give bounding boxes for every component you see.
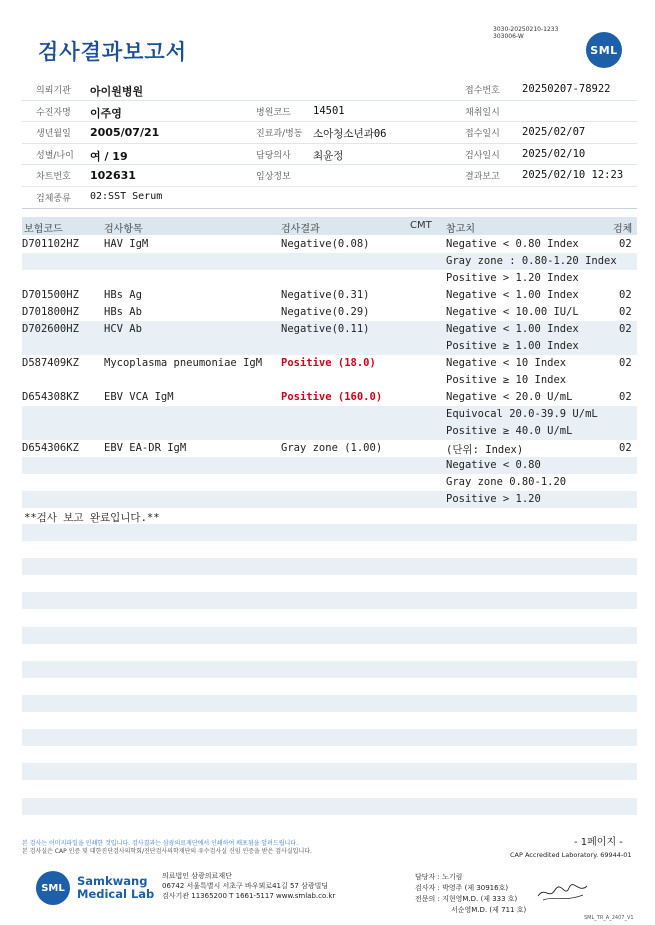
table-row — [22, 304, 637, 321]
sml-footer-logo: SML — [36, 871, 70, 905]
cell-reference: Gray zone : 0.80-1.20 Index — [446, 255, 617, 267]
cell-specimen: 02 — [619, 442, 632, 454]
cell-code: D701102HZ — [22, 238, 79, 250]
specimen-type-value: 02:SST Serum — [90, 190, 163, 202]
cell-code: D654306KZ — [22, 442, 79, 454]
disclaimer — [22, 840, 312, 856]
cell-result: Negative(0.11) — [281, 323, 370, 335]
cell-specimen: 02 — [619, 357, 632, 369]
info-row — [22, 79, 637, 101]
cap-accreditation: CAP Accredited Laboratory. 69944-01 — [510, 851, 632, 859]
cell-code: D702600HZ — [22, 323, 79, 335]
cell-item: HBs Ab — [104, 306, 142, 318]
disclaimer-line1: 본 검사는 이미지파일을 인쇄한 것입니다. 검사결과는 삼광의료재단에서 인쇄하여 배포됨을 알려드립니다. — [22, 840, 299, 847]
empty-row — [22, 695, 637, 712]
table-row — [22, 338, 637, 355]
footer-brand — [77, 875, 154, 901]
empty-row — [22, 798, 637, 815]
cell-code: D701800HZ — [22, 306, 79, 318]
table-row — [22, 457, 637, 474]
cell-reference: Negative < 10 Index — [446, 357, 567, 369]
cell-reference: Negative < 20.0 U/mL — [446, 391, 573, 403]
report-date-label: 결과보고 — [465, 172, 500, 183]
table-row — [22, 270, 637, 287]
table-row — [22, 406, 637, 423]
patient-name-label: 수진자명 — [36, 107, 71, 118]
clinical-info-label: 임상정보 — [256, 172, 291, 183]
cell-specimen: 02 — [619, 306, 632, 318]
table-row — [22, 287, 637, 304]
header-specimen: 검체 — [613, 224, 633, 235]
test-date-value: 2025/02/10 — [522, 147, 586, 160]
info-row — [22, 122, 637, 144]
cell-reference: Negative < 0.80 Index — [446, 238, 579, 250]
cell-reference: Positive ≥ 1.00 Index — [446, 340, 579, 352]
staff-line1: 담당자 : 노기림 — [415, 873, 463, 881]
chart-no-label: 차트번호 — [36, 172, 71, 183]
contact: 검사기관 11365200 T 1661-5117 www.smlab.co.kr — [162, 892, 336, 900]
completion-note-row — [22, 508, 637, 525]
table-row — [22, 389, 637, 406]
cell-reference: Gray zone 0.80-1.20 — [446, 476, 567, 488]
cell-item: HBs Ag — [104, 289, 142, 301]
table-row — [22, 253, 637, 270]
cell-result: Negative(0.08) — [281, 238, 370, 250]
org-name: 의료법인 삼광의료재단 — [162, 872, 232, 880]
cell-reference: (단위: Index) — [446, 444, 524, 456]
collection-date-label: 채취일시 — [465, 107, 500, 118]
receipt-no-value: 20250207-78922 — [522, 83, 611, 95]
table-row — [22, 236, 637, 253]
info-row — [22, 101, 637, 123]
cell-reference: Negative < 0.80 — [446, 459, 541, 471]
table-row — [22, 491, 637, 508]
doctor-value: 최윤정 — [313, 149, 344, 162]
birth-value: 2005/07/21 — [90, 126, 160, 140]
table-row — [22, 440, 637, 457]
staff-line4: 서순영M.D. (제 711 호) — [451, 906, 527, 914]
cell-item: Mycoplasma pneumoniae IgM — [104, 357, 263, 369]
staff-line2: 검사자 : 박영주 (제 30916호) — [415, 884, 509, 892]
cell-specimen: 02 — [619, 323, 632, 335]
cell-result: Negative(0.31) — [281, 289, 370, 301]
cell-result: Negative(0.29) — [281, 306, 370, 318]
cell-reference: Positive > 1.20 Index — [446, 272, 579, 284]
cell-specimen: 02 — [619, 238, 632, 250]
department-label: 진료과/병동 — [256, 129, 303, 140]
info-row — [22, 187, 637, 209]
institution-label: 의뢰기관 — [36, 86, 71, 96]
table-row — [22, 355, 637, 372]
header-code: 보험코드 — [24, 224, 63, 235]
cell-reference: Negative < 10.00 IU/L — [446, 306, 579, 318]
results-table-header — [22, 217, 637, 235]
patient-name-value: 이주영 — [90, 106, 122, 120]
doctor-label: 담당의사 — [256, 150, 291, 161]
address: 06742 서울특별시 서초구 바우뫼로41길 57 삼광빌딩 — [162, 882, 329, 890]
empty-row — [22, 627, 637, 644]
cell-item: EBV VCA IgM — [104, 391, 174, 403]
cell-reference: Negative < 1.00 Index — [446, 289, 579, 301]
empty-row — [22, 661, 637, 678]
test-date-label: 검사일시 — [465, 150, 500, 161]
cell-code: D701500HZ — [22, 289, 79, 301]
document-id-line1: 3030-20250210-1233 — [493, 26, 559, 33]
cell-result: Gray zone (1.00) — [281, 442, 383, 454]
cell-code: D654308KZ — [22, 391, 79, 403]
empty-row — [22, 763, 637, 780]
receipt-no-label: 접수번호 — [465, 86, 500, 96]
cell-result: Positive (160.0) — [281, 391, 383, 403]
birth-label: 생년월일 — [36, 129, 71, 140]
cell-specimen: 02 — [619, 289, 632, 301]
cell-reference: Positive ≥ 40.0 U/mL — [446, 425, 573, 437]
completion-note: **검사 보고 완료입니다.** — [24, 512, 160, 524]
cell-item: HAV IgM — [104, 238, 149, 250]
patient-info-block — [22, 79, 637, 209]
receipt-date-label: 접수일시 — [465, 129, 500, 140]
empty-row — [22, 592, 637, 609]
report-title: 검사결과보고서 — [38, 40, 188, 64]
receipt-date-value: 2025/02/07 — [522, 126, 586, 139]
header-result: 검사결과 — [281, 224, 320, 235]
table-row — [22, 423, 637, 440]
staff-line3: 전문의 : 지현영M.D. (제 333 호) — [415, 895, 518, 903]
document-id — [493, 26, 558, 40]
cell-result: Positive (18.0) — [281, 357, 376, 369]
info-row — [22, 144, 637, 166]
form-number: SML_TR_A_2407_V1 — [584, 915, 634, 921]
table-row — [22, 474, 637, 491]
table-row — [22, 321, 637, 338]
footer-address — [162, 871, 335, 901]
empty-row — [22, 558, 637, 575]
empty-row — [22, 729, 637, 746]
header-item: 검사항목 — [104, 224, 143, 235]
disclaimer-line2: 본 검사실은 CAP 인증 및 대한진단검사의학회/진단검사의학재단의 우수검사실 신임 인증을 받은 검사실입니다. — [22, 848, 312, 855]
cell-reference: Equivocal 20.0-39.9 U/mL — [446, 408, 598, 420]
sml-logo: SML — [586, 32, 622, 68]
cell-reference: Negative < 1.00 Index — [446, 323, 579, 335]
institution-value: 아이원병원 — [90, 85, 144, 98]
sex-age-label: 성별/나이 — [36, 150, 74, 161]
department-value: 소아청소년과06 — [313, 128, 387, 141]
table-row — [22, 372, 637, 389]
header-cmt: CMT — [410, 220, 432, 231]
sex-age-value: 여 / 19 — [90, 149, 128, 163]
cell-code: D587409KZ — [22, 357, 79, 369]
cell-item: HCV Ab — [104, 323, 142, 335]
brand-line2: Medical Lab — [77, 887, 155, 901]
empty-row — [22, 524, 637, 541]
cell-reference: Positive ≥ 10 Index — [446, 374, 567, 386]
specimen-type-label: 검체종류 — [36, 193, 71, 204]
report-date-value: 2025/02/10 12:23 — [522, 169, 624, 182]
hospital-code-value: 14501 — [313, 104, 345, 117]
cell-specimen: 02 — [619, 391, 632, 403]
hospital-code-label: 병원코드 — [256, 107, 291, 118]
cell-item: EBV EA-DR IgM — [104, 442, 187, 454]
info-row — [22, 165, 637, 187]
chart-no-value: 102631 — [90, 169, 136, 183]
signature-image — [535, 878, 590, 908]
cell-reference: Positive > 1.20 — [446, 493, 541, 505]
footer-staff — [415, 872, 526, 916]
document-id-line2: 303006-W — [493, 33, 524, 40]
brand-line1: Samkwang — [77, 874, 148, 888]
page-number: - 1페이지 - — [574, 837, 623, 848]
header-reference: 참고치 — [446, 224, 475, 235]
